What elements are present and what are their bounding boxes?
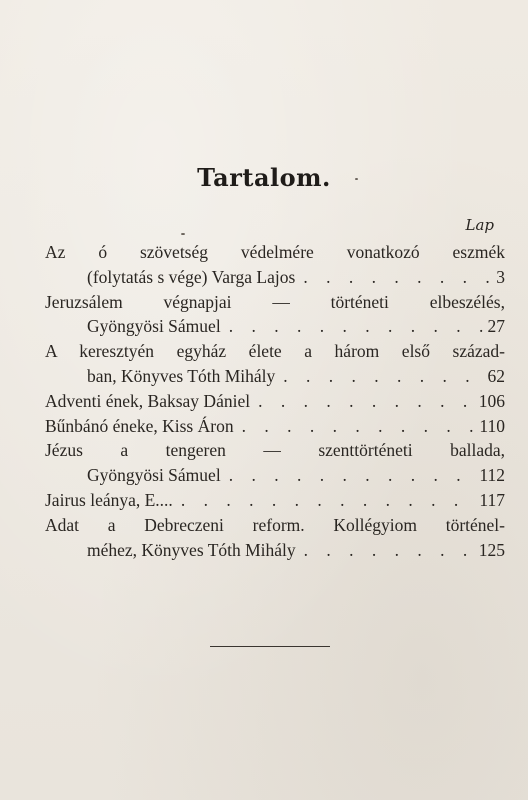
toc-entry-line	[45, 265, 505, 290]
dot-leader	[250, 389, 475, 414]
toc-entry-title: Jézus a tengeren — szenttörténeti ballada,	[45, 440, 505, 461]
toc-entry	[45, 339, 505, 389]
toc-entry-line	[45, 389, 505, 414]
dot-leader	[221, 314, 484, 339]
toc-entry-author: (folytatás s vége) Varga Lajos	[87, 266, 296, 287]
toc-entry-title: Az ó szövetség védelmére vonatkozó eszmék	[45, 242, 505, 262]
toc-entry-title: A keresztyén egyház élete a három első század-	[45, 341, 505, 362]
toc-entry-title: Jeruzsálem végnapjai — történeti elbeszélés,	[45, 291, 505, 312]
toc-entry-line	[45, 414, 505, 439]
dot-leader	[295, 265, 492, 290]
toc-entry-line	[45, 314, 505, 339]
table-of-contents	[45, 240, 505, 562]
toc-entry-title: Adat a Debreczeni reform. Kollégyiom történel-	[45, 514, 505, 535]
toc-entry-title: Jairus leánya, E....	[45, 489, 173, 510]
dot-leader	[296, 538, 475, 563]
toc-page-number: 62	[487, 365, 505, 386]
toc-entry-author: Gyöngyösi Sámuel	[87, 465, 221, 486]
toc-entry-line	[45, 538, 505, 563]
toc-entry-author: Gyöngyösi Sámuel	[87, 316, 221, 337]
toc-page-number: 3	[496, 266, 505, 287]
toc-entry	[45, 488, 505, 513]
toc-entry	[45, 438, 505, 488]
toc-entry-line	[45, 488, 505, 513]
toc-page-number: 106	[478, 390, 505, 411]
page-title: Tartalom.	[197, 163, 331, 192]
toc-entry	[45, 513, 505, 563]
toc-page-number: 125	[478, 539, 505, 560]
dot-leader	[221, 463, 476, 488]
toc-entry	[45, 240, 505, 290]
toc-entry-line	[45, 463, 505, 488]
toc-entry-title: Adventi ének, Baksay Dániel	[45, 390, 251, 411]
dot-leader	[234, 414, 476, 439]
toc-entry-title: Bűnbánó éneke, Kiss Áron	[45, 415, 234, 436]
toc-page-number: 110	[479, 415, 505, 436]
dot-leader	[275, 364, 483, 389]
page-column-label: Lap	[465, 216, 494, 234]
toc-page-number: 117	[479, 489, 505, 510]
toc-entry	[45, 389, 505, 414]
toc-entry-line	[45, 364, 505, 389]
paper-speck	[181, 233, 185, 235]
closing-rule	[210, 646, 330, 647]
toc-page-number: 27	[487, 316, 505, 337]
toc-entry	[45, 290, 505, 340]
toc-entry-author: ban, Könyves Tóth Mihály	[87, 365, 276, 386]
toc-entry-author: méhez, Könyves Tóth Mihály	[87, 539, 296, 560]
toc-page-number: 112	[479, 465, 505, 486]
toc-entry	[45, 414, 505, 439]
dot-leader	[173, 488, 476, 513]
paper-speck	[355, 178, 358, 180]
